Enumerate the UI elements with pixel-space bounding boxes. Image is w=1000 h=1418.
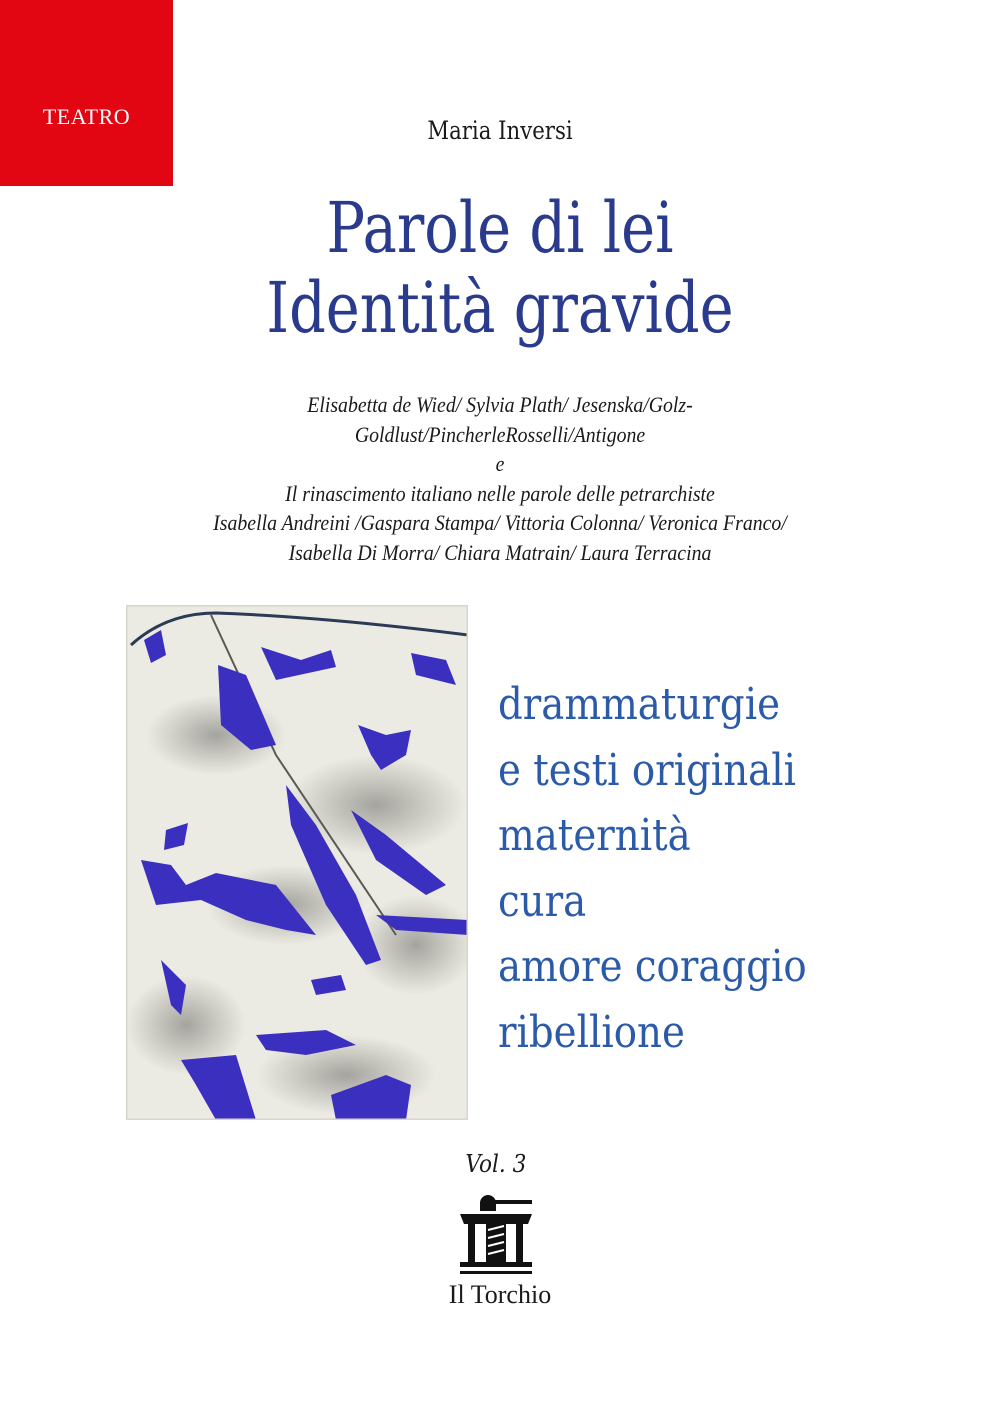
title-line-1: Parole di lei <box>326 187 674 269</box>
theme-line: drammaturgie <box>498 679 780 730</box>
publisher-name: Il Torchio <box>448 1280 552 1309</box>
themes-list <box>498 672 849 1065</box>
theme-line: maternità <box>498 810 691 861</box>
theme-line: cura <box>498 875 587 927</box>
theme-line: amore coraggio <box>498 941 807 992</box>
abstract-painting-icon <box>126 605 468 1120</box>
subtitle-line: Goldlust/PincherleRosselli/Antigone <box>354 421 646 447</box>
series-label-box <box>0 0 173 186</box>
author-name: Maria Inversi <box>427 116 573 145</box>
theme-line: e testi originali <box>498 744 796 796</box>
subtitle-line: Isabella Di Morra/ Chiara Matrain/ Laura Terracina <box>288 539 712 565</box>
cover-artwork <box>126 605 468 1120</box>
subtitle-line: e <box>495 451 505 476</box>
volume-number: Vol. 3 <box>465 1150 527 1178</box>
theme-line: ribellione <box>498 1006 685 1058</box>
subtitle-block <box>0 390 1000 567</box>
subtitle-line: Elisabetta de Wied/ Sylvia Plath/ Jesenska/Golz- <box>307 392 693 417</box>
subtitle-line: Il rinascimento italiano nelle parole delle petrarchiste <box>285 480 715 506</box>
subtitle-line: Isabella Andreini /Gaspara Stampa/ Vittoria Colonna/ Veronica Franco/ <box>213 510 787 535</box>
series-label: TEATRO <box>42 104 131 129</box>
title-line-2: Identità gravide <box>266 267 734 349</box>
printing-press-icon <box>458 1192 538 1274</box>
